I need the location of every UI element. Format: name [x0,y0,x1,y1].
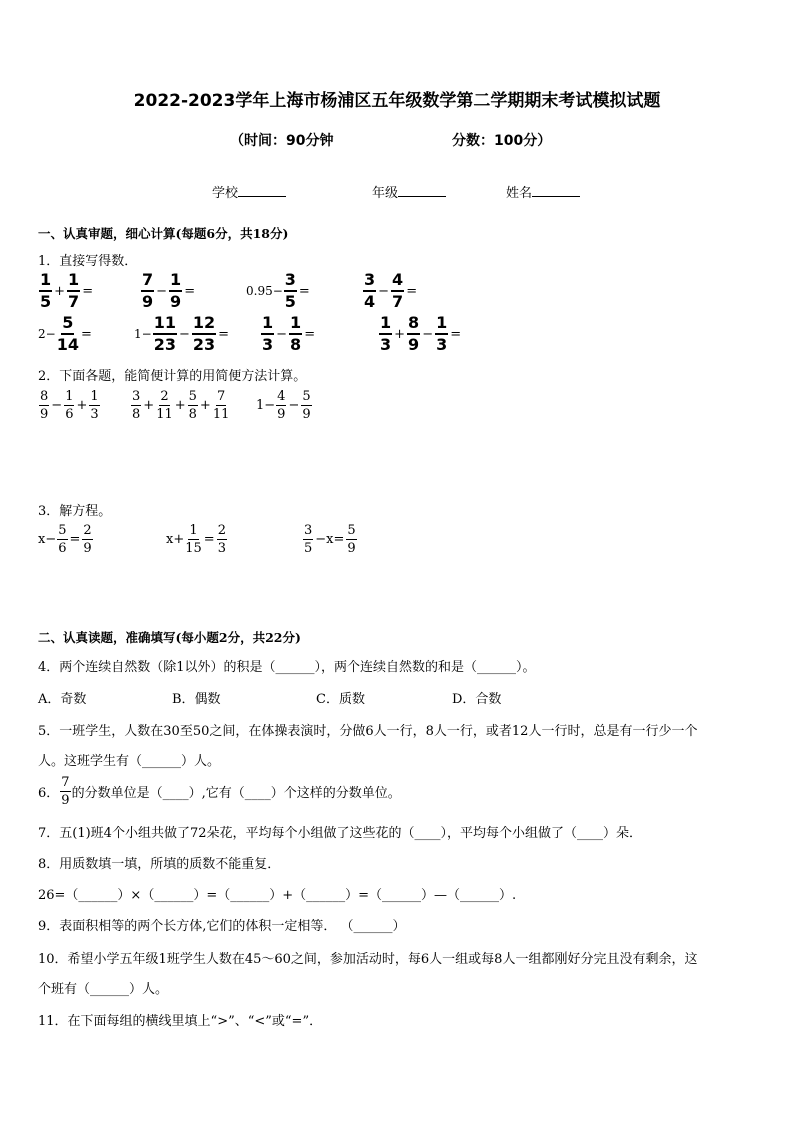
q1-expr-2: $\frac{7}{9}$ − $\frac{1}{9}$ = [142,270,196,311]
q4-option-d[interactable]: D．合数 [452,692,502,707]
fraction: $\frac{7}{9}$ [142,270,154,311]
fraction: $\frac{1}{9}$ [170,270,182,311]
q6-text: 的分数单位是（____）,它有（____）个这样的分数单位。 [71,786,401,801]
q1-expr-5: 2− $\frac{5}{14}$ = [38,313,92,354]
fraction: $\frac{4}{7}$ [392,270,404,311]
fraction: $\frac{3}{5}$ [284,270,296,311]
fraction: $\frac{11}{23}$ [153,313,176,354]
fraction: $\frac{8}{9}$ [408,313,420,354]
section1-heading: 一、认真审题，细心计算(每题6分，共18分) [38,226,289,241]
fraction: $\frac{12}{23}$ [192,313,216,354]
fraction: $\frac{3}{5}$ [304,523,313,556]
fraction: $\frac{1}{8}$ [290,313,302,354]
q1-expr-1: $\frac{1}{5}$ + $\frac{1}{7}$ = [40,270,94,311]
fraction: $\frac{5}{9}$ [302,389,311,422]
q2-expr-2: $\frac{3}{8}$ + $\frac{2}{11}$ + $\frac{5}{8}$ + $\frac{7}{11}$ [132,389,230,422]
fraction: $\frac{3}{8}$ [132,389,141,422]
q2-label: 2．下面各题，能简便计算的用简便方法计算。 [38,369,307,384]
fraction: $\frac{1}{3}$ [262,313,274,354]
section2-heading: 二、认真读题，准确填写(每小题2分，共22分) [38,630,301,645]
fraction: $\frac{2}{11}$ [156,389,173,422]
question-5-line-1: 5．一班学生，人数在30至50之间，在体操表演时，分做6人一行，8人一行，或者12人一行时，总是有一行少一个 [38,724,698,739]
question-8-equation: 26=（______）×（______）=（______）+（______）=（______）—（______）. [38,888,517,903]
q1-expr-4: $\frac{3}{4}$ − $\frac{4}{7}$ = [364,270,418,311]
subtitle-score: 分数：100分） [452,133,552,149]
q6-number: 6． [38,786,60,801]
fraction: $\frac{1}{3}$ [436,313,448,354]
fraction: $\frac{5}{14}$ [56,313,79,354]
fraction: $\frac{1}{15}$ [185,523,202,556]
fraction: $\frac{8}{9}$ [40,389,49,422]
fraction: $\frac{7}{9}$ [61,775,70,808]
q3-equation-2: x+ $\frac{1}{15}$ = $\frac{2}{3}$ [166,523,226,556]
name-label: 姓名 [506,186,533,201]
fraction: $\frac{7}{11}$ [212,389,230,422]
question-10-line-1: 10．希望小学五年级1班学生人数在45～60之间，参加活动时，每6人一组或每8人一组都刚好分完且没有剩余，这 [38,952,698,967]
grade-blank[interactable] [398,184,446,197]
fraction: $\frac{5}{9}$ [347,523,356,556]
fraction: $\frac{5}{8}$ [188,389,197,422]
question-9: 9．表面积相等的两个长方体,它们的体积一定相等． （______） [38,919,406,934]
grade-field[interactable] [372,182,446,201]
school-field[interactable] [212,182,286,201]
q1-expr-8: $\frac{1}{3}$ + $\frac{8}{9}$ − $\frac{1}{3}$ = [380,313,462,354]
subtitle-time: （时间：90分钟 [230,133,334,149]
fraction: $\frac{1}{7}$ [68,270,80,311]
question-5-line-2: 人。这班学生有（______）人。 [38,754,221,769]
fraction: $\frac{5}{6}$ [58,523,67,556]
q1-label: 1．直接写得数． [38,254,138,269]
q2-expr-1: $\frac{8}{9}$ − $\frac{1}{6}$ + $\frac{1}{3}$ [40,389,99,422]
fraction: $\frac{1}{3}$ [90,389,99,422]
q3-label: 3．解方程。 [38,504,112,519]
question-8: 8．用质数填一填，所填的质数不能重复． [38,857,281,872]
fraction: $\frac{2}{9}$ [83,523,92,556]
q4-option-b[interactable]: B．偶数 [172,692,221,707]
page-title: 2022-2023学年上海市杨浦区五年级数学第二学期期末考试模拟试题 [133,91,661,111]
question-4: 4．两个连续自然数（除1以外）的积是（______），两个连续自然数的和是（______）。 [38,660,536,675]
question-10-line-2: 个班有（______）人。 [38,982,169,997]
fraction: $\frac{1}{6}$ [65,389,74,422]
q1-expr-7: $\frac{1}{3}$ − $\frac{1}{8}$ = [262,313,316,354]
fraction: $\frac{2}{3}$ [217,523,226,556]
q4-option-c[interactable]: C．质数 [316,692,365,707]
question-7: 7．五(1)班4个小组共做了72朵花，平均每个小组做了这些花的（____），平均每个小组做了（____）朵． [38,826,642,841]
fraction: $\frac{1}{3}$ [380,313,392,354]
q2-expr-3: 1− $\frac{4}{9}$ − $\frac{5}{9}$ [256,389,311,422]
fraction: $\frac{3}{4}$ [364,270,376,311]
q1-expr-3: 0.95− $\frac{3}{5}$ = [246,270,310,311]
school-label: 学校 [212,186,239,201]
school-blank[interactable] [238,184,286,197]
q3-equation-3: $\frac{3}{5}$ −x= $\frac{5}{9}$ [304,523,356,556]
fraction: $\frac{4}{9}$ [277,389,286,422]
grade-label: 年级 [372,186,399,201]
question-11: 11．在下面每组的横线里填上“>”、“<”或“=”． [38,1014,323,1029]
q3-equation-1: x− $\frac{5}{6}$ = $\frac{2}{9}$ [38,523,92,556]
fraction: $\frac{1}{5}$ [40,270,52,311]
q4-option-a[interactable]: A．奇数 [38,692,87,707]
name-blank[interactable] [532,184,580,197]
question-6 [38,776,401,807]
q1-expr-6: 1− $\frac{11}{23}$ − $\frac{12}{23}$ = [134,313,230,354]
name-field[interactable] [506,182,580,201]
